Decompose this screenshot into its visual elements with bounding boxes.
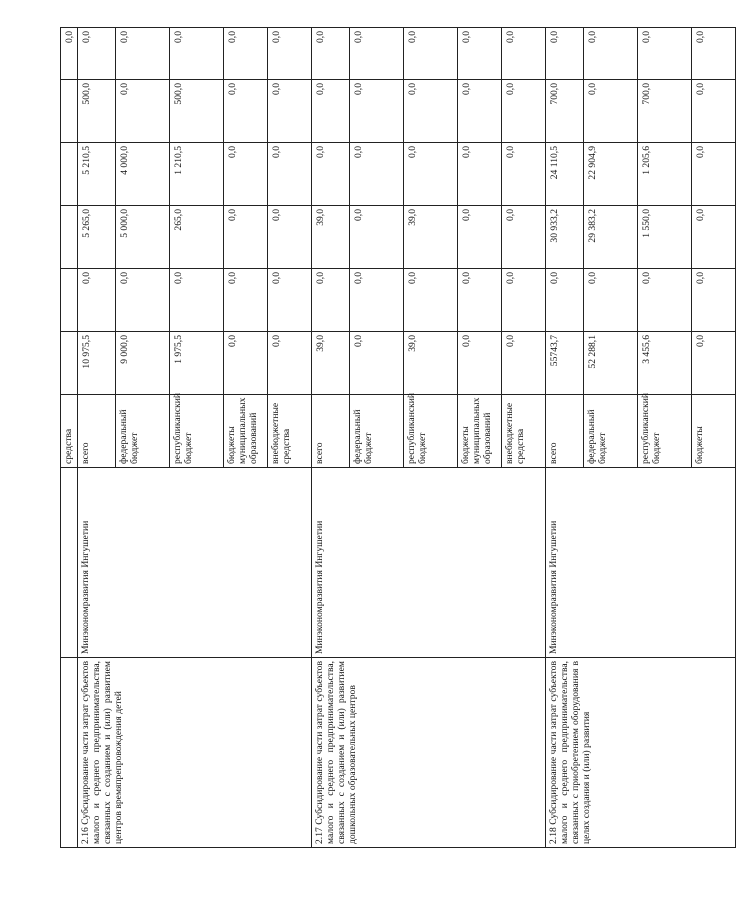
value-cell: 0,0	[312, 143, 350, 206]
value-cell: 500,0	[170, 80, 224, 143]
value-cell: 0,0	[312, 80, 350, 143]
value-cell: 52 288,1	[584, 332, 638, 395]
value-cell: 0,0	[268, 143, 312, 206]
value-cell: 0,0	[312, 269, 350, 332]
funding-source-cell: республиканский бюджет	[638, 395, 692, 468]
item-name-cell: 2.17 Субсидирование части затрат субъектов малого и среднего предпринимательства, связанных с созданием и (или) развитием дошкольных образовательных центров	[312, 658, 546, 848]
value-cell: 0,0	[692, 269, 736, 332]
value-cell: 39,0	[312, 332, 350, 395]
value-cell: 0,0	[502, 332, 546, 395]
value-cell: 0,0	[268, 28, 312, 80]
value-cell: 0,0	[116, 269, 170, 332]
executor-cell	[61, 468, 78, 658]
value-cell	[61, 269, 78, 332]
value-cell: 0,0	[224, 80, 268, 143]
value-cell: 0,0	[638, 269, 692, 332]
table-body	[61, 28, 736, 848]
value-cell: 9 000,0	[116, 332, 170, 395]
item-cell	[61, 658, 78, 848]
value-cell: 0,0	[546, 269, 584, 332]
value-cell: 0,0	[584, 269, 638, 332]
value-cell: 0,0	[61, 28, 78, 80]
value-cell: 0,0	[350, 332, 404, 395]
value-cell: 1 550,0	[638, 206, 692, 269]
value-cell: 0,0	[404, 269, 458, 332]
value-cell: 0,0	[458, 332, 502, 395]
rotated-table-wrapper	[60, 28, 706, 848]
budget-table	[60, 27, 736, 848]
source-cell: средства	[61, 395, 78, 468]
value-cell: 0,0	[224, 332, 268, 395]
value-cell: 0,0	[584, 80, 638, 143]
value-cell: 0,0	[268, 206, 312, 269]
value-cell: 0,0	[224, 269, 268, 332]
value-cell: 0,0	[638, 28, 692, 80]
funding-source-cell: федеральный бюджет	[584, 395, 638, 468]
value-cell	[61, 206, 78, 269]
table-row	[546, 28, 584, 848]
value-cell: 0,0	[268, 332, 312, 395]
carry-over-row	[61, 28, 78, 848]
value-cell: 0,0	[458, 143, 502, 206]
executor-cell: Минэкономразвития Ингушетии	[78, 468, 312, 658]
value-cell: 0,0	[404, 143, 458, 206]
value-cell: 0,0	[350, 269, 404, 332]
value-cell: 0,0	[268, 269, 312, 332]
value-cell: 0,0	[546, 28, 584, 80]
value-cell: 0,0	[116, 80, 170, 143]
value-cell: 29 383,2	[584, 206, 638, 269]
value-cell: 0,0	[404, 28, 458, 80]
funding-source-cell: республиканский бюджет	[404, 395, 458, 468]
value-cell: 0,0	[170, 28, 224, 80]
value-cell: 0,0	[584, 28, 638, 80]
value-cell: 5 265,0	[78, 206, 116, 269]
value-cell: 700,0	[638, 80, 692, 143]
value-cell: 0,0	[502, 269, 546, 332]
value-cell: 0,0	[350, 206, 404, 269]
value-cell: 0,0	[502, 143, 546, 206]
funding-source-cell: республиканский бюджет	[170, 395, 224, 468]
value-cell: 0,0	[350, 143, 404, 206]
value-cell	[61, 80, 78, 143]
funding-source-cell: внебюджетные средства	[502, 395, 546, 468]
executor-cell: Минэкономразвития Ингушетии	[312, 468, 546, 658]
value-cell: 0,0	[350, 80, 404, 143]
value-cell: 0,0	[78, 28, 116, 80]
value-cell: 5 000,0	[116, 206, 170, 269]
value-cell: 1 210,5	[170, 143, 224, 206]
table-row	[78, 28, 116, 848]
funding-source-cell: всего	[78, 395, 116, 468]
value-cell: 55743,7	[546, 332, 584, 395]
executor-cell: Минэкономразвития Ингушетии	[546, 468, 736, 658]
table-row	[312, 28, 350, 848]
value-cell: 500,0	[78, 80, 116, 143]
value-cell: 0,0	[458, 80, 502, 143]
value-cell: 0,0	[458, 28, 502, 80]
value-cell: 0,0	[404, 80, 458, 143]
value-cell: 0,0	[224, 206, 268, 269]
value-cell: 1 205,6	[638, 143, 692, 206]
value-cell: 5 210,5	[78, 143, 116, 206]
value-cell: 0,0	[692, 80, 736, 143]
funding-source-cell: бюджеты муниципальных образований	[458, 395, 502, 468]
funding-source-cell: федеральный бюджет	[116, 395, 170, 468]
value-cell: 30 933,2	[546, 206, 584, 269]
value-cell: 3 455,6	[638, 332, 692, 395]
funding-source-cell: всего	[546, 395, 584, 468]
value-cell	[61, 143, 78, 206]
item-name-cell: 2.18 Субсидирование части затрат субъектов малого и среднего предпринимательства, связанных с приобретением оборудования в целях создания и (или) развития	[546, 658, 736, 848]
value-cell: 1 975,5	[170, 332, 224, 395]
value-cell: 0,0	[502, 28, 546, 80]
value-cell: 0,0	[502, 80, 546, 143]
value-cell: 0,0	[692, 332, 736, 395]
value-cell: 700,0	[546, 80, 584, 143]
funding-source-cell: федеральный бюджет	[350, 395, 404, 468]
value-cell: 0,0	[224, 28, 268, 80]
funding-source-cell: внебюджетные средства	[268, 395, 312, 468]
value-cell: 0,0	[502, 206, 546, 269]
value-cell: 0,0	[170, 269, 224, 332]
funding-source-cell: бюджеты	[692, 395, 736, 468]
value-cell: 24 110,5	[546, 143, 584, 206]
value-cell: 0,0	[78, 269, 116, 332]
value-cell: 39,0	[312, 206, 350, 269]
value-cell: 265,0	[170, 206, 224, 269]
value-cell: 0,0	[692, 143, 736, 206]
value-cell: 39,0	[404, 332, 458, 395]
funding-source-cell: всего	[312, 395, 350, 468]
value-cell: 0,0	[458, 269, 502, 332]
value-cell: 0,0	[350, 28, 404, 80]
funding-source-cell: бюджеты муниципальных образований	[224, 395, 268, 468]
value-cell: 0,0	[268, 80, 312, 143]
item-name-cell: 2.16 Субсидирование части затрат субъектов малого и среднего предпринимательства, связанных с созданием и (или) развитием центров времяпрепровождения детей	[78, 658, 312, 848]
value-cell: 4 000,0	[116, 143, 170, 206]
value-cell: 0,0	[692, 28, 736, 80]
value-cell: 0,0	[458, 206, 502, 269]
value-cell: 39,0	[404, 206, 458, 269]
value-cell	[61, 332, 78, 395]
value-cell: 0,0	[312, 28, 350, 80]
value-cell: 0,0	[692, 206, 736, 269]
value-cell: 0,0	[116, 28, 170, 80]
value-cell: 0,0	[224, 143, 268, 206]
value-cell: 22 904,9	[584, 143, 638, 206]
value-cell: 10 975,5	[78, 332, 116, 395]
